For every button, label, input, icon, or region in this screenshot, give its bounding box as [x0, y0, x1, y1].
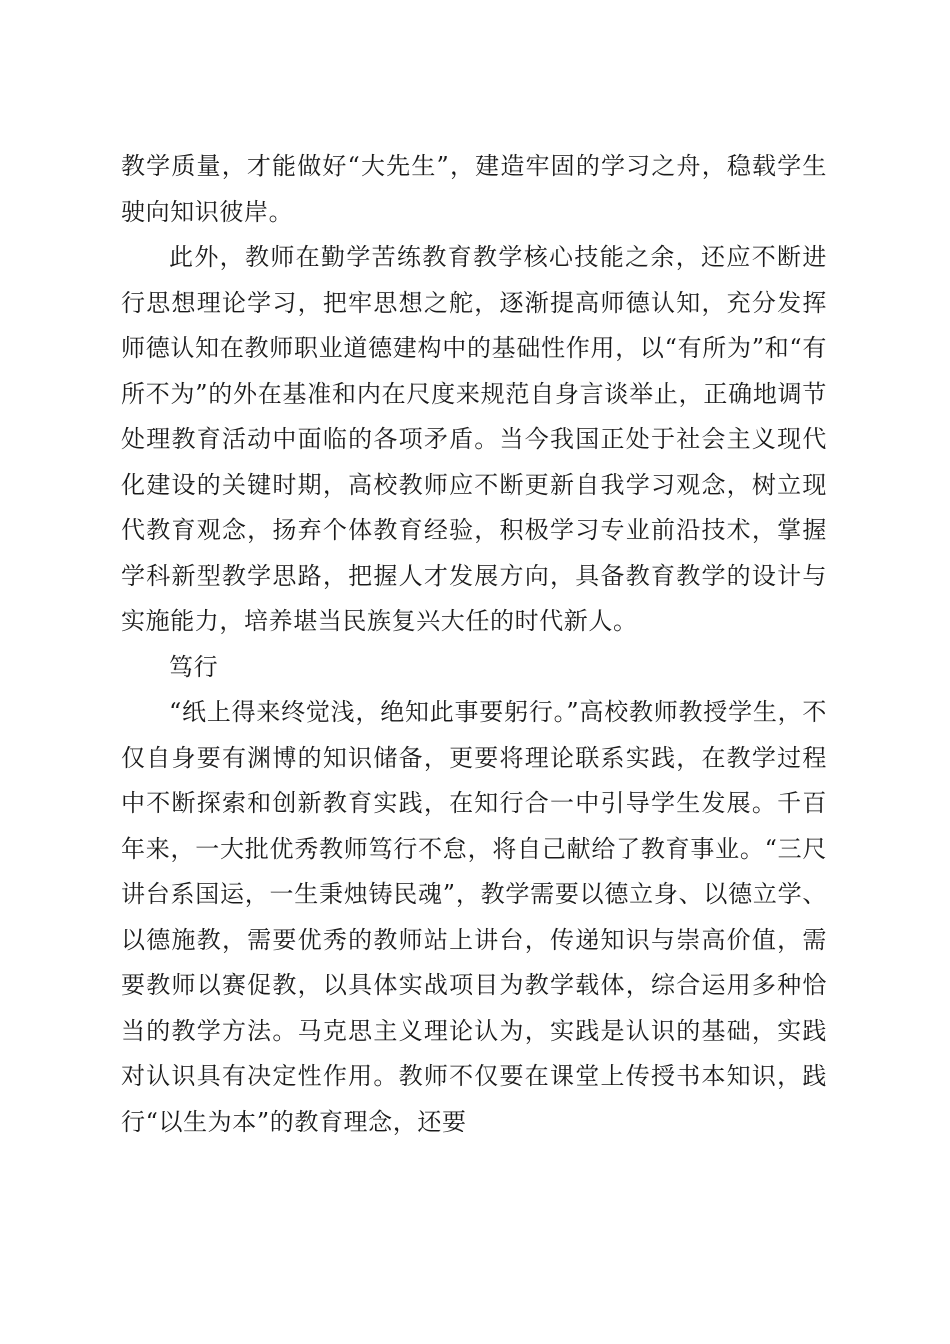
paragraph-continued: 教学质量，才能做好“大先生”，建造牢固的学习之舟，稳载学生驶向知识彼岸。	[121, 152, 827, 226]
paragraph-teacher-ethics: 此外，教师在勤学苦练教育教学核心技能之余，还应不断进行思想理论学习，把牢思想之舵，逐渐提高师德认知，充分发挥师德认知在教师职业道德建构中的基础性作用，以“有所为”和“有所不为”的外在基准和内在尺度来规范自身言谈举止，正确地调节处理教育活动中面临的各项矛盾。当今我国正处于社会主义现代化建设的关键时期，高校教师应不断更新自我学习观念，树立现代教育观念，扬弃个体教育经验，积极学习专业前沿技术，掌握学科新型教学思路，把握人才发展方向，具备教育教学的设计与实施能力，培养堪当民族复兴大任的时代新人。	[121, 243, 827, 635]
paragraph-practice: “纸上得来终觉浅，绝知此事要躬行。”高校教师教授学生，不仅自身要有渊博的知识储备，更要将理论联系实践，在教学过程中不断探索和创新教育实践，在知行合一中引导学生发展。千百年来，一大批优秀教师笃行不怠，将自己献给了教育事业。“三尺讲台系国运，一生秉烛铸民魂”，教学需要以德立身、以德立学、以德施教，需要优秀的教师站上讲台，传递知识与崇高价值，需要教师以赛促教，以具体实战项目为教学载体，综合运用多种恰当的教学方法。马克思主义理论认为，实践是认识的基础，实践对认识具有决定性作用。教师不仅要在课堂上传授书本知识，践行“以生为本”的教育理念，还要	[121, 698, 827, 1136]
document-body	[121, 144, 827, 1145]
section-heading-duxing: 笃行	[169, 652, 219, 681]
